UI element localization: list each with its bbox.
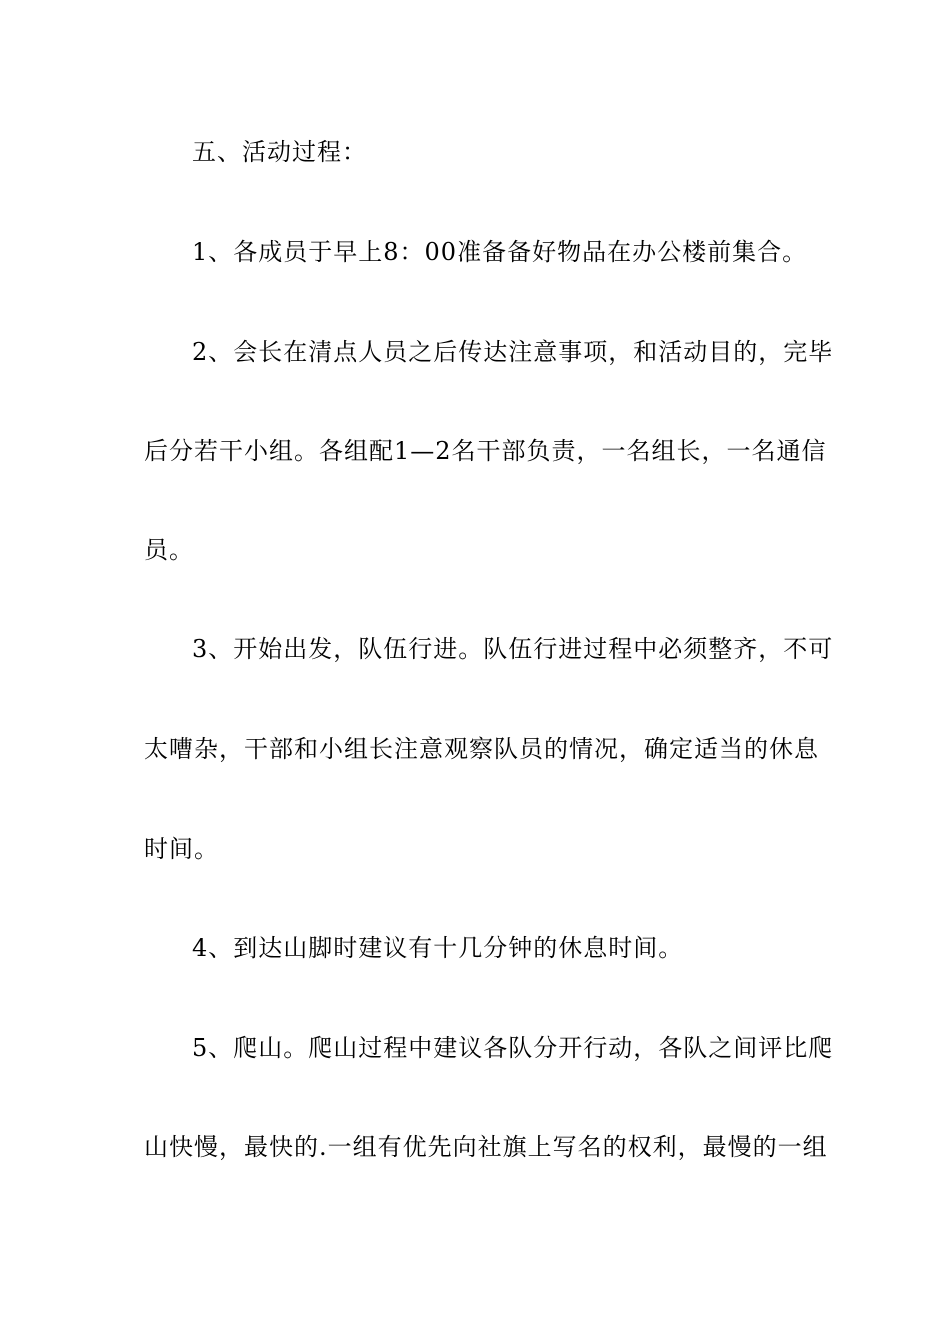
paragraph-line: 时间。 [144,835,219,863]
section-heading: 五、活动过程： [192,138,367,166]
paragraph-line: 后分若干小组。各组配1—2名干部负责，一名组长，一名通信 [144,437,827,465]
paragraph-line: 太嘈杂，干部和小组长注意观察队员的情况，确定适当的休息 [144,735,819,763]
paragraph-line: 3、开始出发，队伍行进。队伍行进过程中必须整齐，不可 [192,635,834,663]
paragraph-line: 5、爬山。爬山过程中建议各队分开行动，各队之间评比爬 [192,1034,834,1062]
paragraph-line: 4、到达山脚时建议有十几分钟的休息时间。 [192,934,684,962]
paragraph-line: 2、会长在清点人员之后传达注意事项，和活动目的，完毕 [192,338,834,366]
paragraph-line: 1、各成员于早上8：00准备备好物品在办公楼前集合。 [192,238,808,266]
paragraph-line: 员。 [144,536,194,564]
paragraph-line: 山快慢，最快的.一组有优先向社旗上写名的权利，最慢的一组 [144,1133,828,1161]
